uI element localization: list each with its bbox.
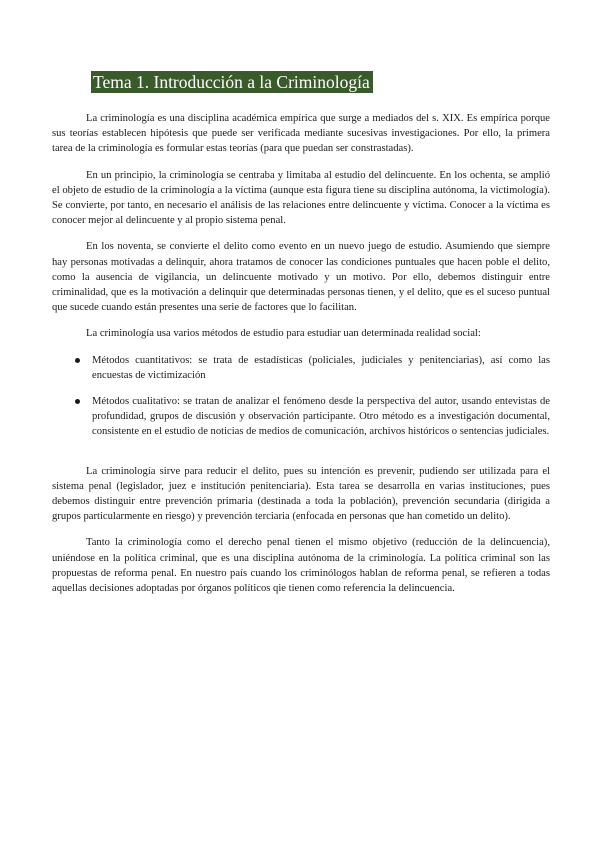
methods-list (52, 353, 550, 440)
bullet-icon (75, 399, 80, 404)
paragraph-methods-intro: La criminología usa varios métodos de estudio para estudiar uan determinada realidad social: (86, 328, 481, 340)
bullet-icon (75, 358, 80, 363)
paragraph-prevention: La criminología sirve para reducir el delito, pues su intención es prevenir, pudiendo ser utilizada para el sistema penal (legislador, juez e institución penitenciaria). Esta tarea se desarrolla en varias instituciones, pues debemos distinguir entre prevención primaria (destinada a toda la población), prevención secundaria (dirigida a grupos particularmente en riesgo) y prevención terciaria (enfocada en personas que han cometido un delito). (52, 465, 550, 523)
paragraph-origins: La criminología es una disciplina académica empírica que surge a mediados del s. XIX. Es empírica porque sus teorías establecen hipótesis que puede ser verificada mediante sucesivas investigaciones. Por ello, la primera tarea de la criminología es formular estas teorías (para que puedan ser constrastadas). (52, 113, 550, 155)
paragraph-criminal-policy: Tanto la criminología como el derecho penal tienen el mismo objetivo (reducción de la delincuencia), uniéndose en la política criminal, que es una disciplina autónoma de la criminología. La política criminal son las propuestas de reforma penal. En nuestro país cuando los criminólogos hablan de reforma penal, se refieren a todas aquellas decisiones adoptadas por órganos políticos qie tienen como referencia la delincuencia. (52, 537, 550, 595)
list-item-text: Métodos cualitativo: se tratan de analizar el fenómeno desde la perspectiva del autor, usando entevistas de profundidad, grupos de discusión y observación participante. Otro método es a investigación documental, consistente en el estudio de noticias de medios de comunicación, archivos históricos o sentencias judiciales. (92, 396, 550, 438)
paragraph-victim: En un principio, la criminología se centraba y limitaba al estudio del delincuente. En los ochenta, se amplió el objeto de estudio de la criminología a la víctima (aunque esta figura tiene su disciplina autónoma, la victimología). Se convierte, por tanto, en necesario el análisis de las relaciones entre delincuente y víctima. Conocer a la víctima es conocer mejor al delincuente y al propio sistema penal. (52, 169, 550, 227)
list-item (52, 353, 550, 383)
list-item-text: Métodos cuantitativos: se trata de estadísticas (policiales, judiciales y penitenciarias), así como las encuestas de victimización (92, 354, 550, 381)
page-title: Tema 1. Introducción a la Criminología (91, 71, 373, 93)
paragraph-crime-event: En los noventa, se convierte el delito como evento en un nuevo juego de estudio. Asumiendo que siempre hay personas motivadas a delinquir, ahora tratamos de conocer las condiciones puntuales que hacen poble el delito, como la ausencia de vigilancia, un delincuente motivado y un motivo. Por ello, debemos distinguir entre criminalidad, que es la motivación a delinquir que determinadas personas tienen, y el delito, que es el suceso puntual que sucede cuando están presentes una serie de factores que lo facilitan. (52, 241, 550, 314)
list-item (52, 394, 550, 440)
document-body (52, 111, 550, 607)
